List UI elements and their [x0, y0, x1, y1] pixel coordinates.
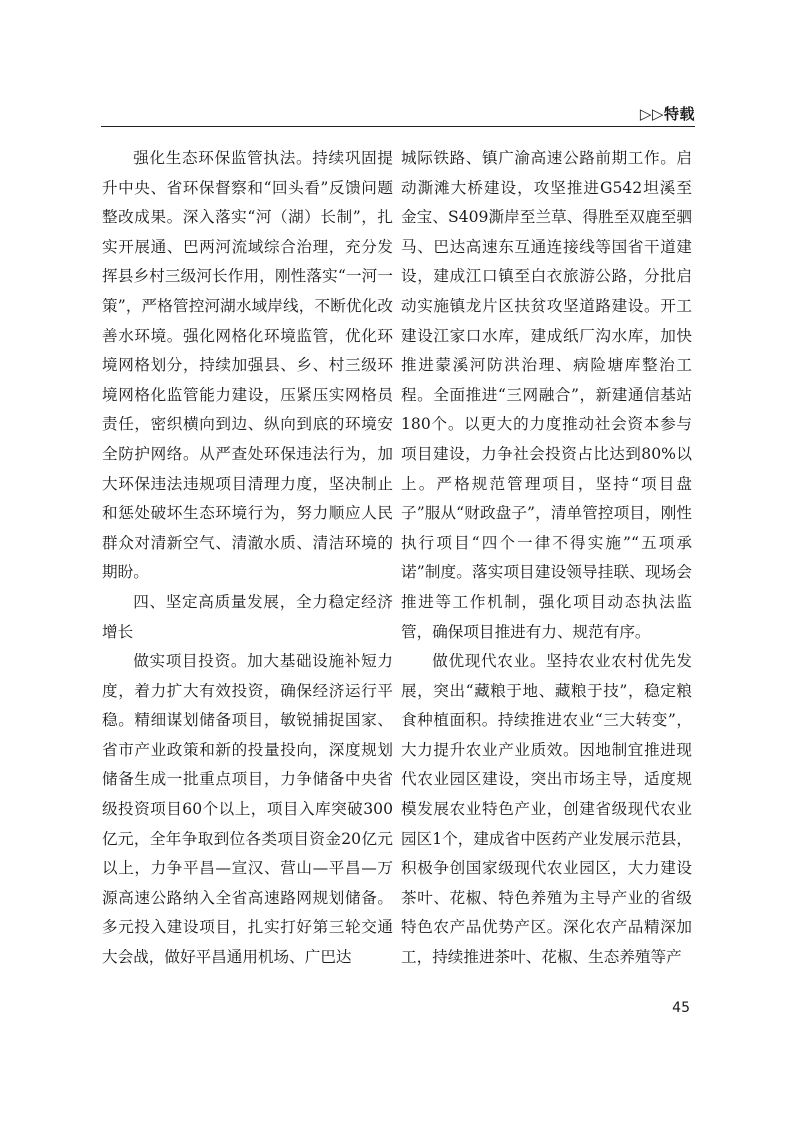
- left-column: [102, 144, 393, 973]
- paragraph-project-investment-cont: 城际铁路、镇广渝高速公路前期工作。启动澌滩大桥建设，攻坚推进G542坦溪至金宝、S409澌岸至兰草、得胜至双鹿至驷马、巴达高速东互通连接线等国省干道建设，建成江口镇至白衣旅游公路，分批启动实施镇龙片区扶贫攻坚道路建设。开工建设江家口水库，建成纸厂沟水库，加快推进蒙溪河防洪治理、病险塘库整治工程。全面推进“三网融合”，新建通信基站180个。以更大的力度推动社会资本参与项目建设，力争社会投资占比达到80%以上。严格规范管理项目，坚持“项目盘子”服从“财政盘子”，清单管控项目，刚性执行项目“四个一律不得实施”“五项承诺”制度。落实项目建设领导挂联、现场会推进等工作机制，强化项目动态执法监管，确保项目推进有力、规范有序。: [401, 149, 692, 641]
- right-column: [401, 144, 692, 973]
- paragraph-project-investment: 做实项目投资。加大基础设施补短力度，着力扩大有效投资，确保经济运行平稳。精细谋划储备项目，敏锐捕捉国家、省市产业政策和新的投量投向，深度规划储备生成一批重点项目，力争储备中央省级投资项目60个以上，项目入库突破300亿元，全年争取到位各类项目资金20亿元以上，力争平昌—宣汉、营山—平昌—万源高速公路纳入全省高速路网规划储备。多元投入建设项目，扎实打好第三轮交通大会战，做好平昌通用机场、广巴达: [102, 652, 393, 967]
- header-divider: [101, 126, 695, 127]
- page-number: 45: [672, 1000, 690, 1016]
- paragraph-ecology-enforcement: 强化生态环保监管执法。持续巩固提升中央、省环保督察和“回头看”反馈问题整改成果。深入落实“河（湖）长制”，扎实开展通、巴两河流域综合治理，充分发挥县乡村三级河长作用，刚性落实“一河一策”，严格管控河湖水域岸线，不断优化改善水环境。强化网格化环境监管，优化环境网格划分，持续加强县、乡、村三级环境网格化监管能力建设，压紧压实网格员责任，密织横向到边、纵向到底的环境安全防护网络。从严查处环保违法行为，加大环保违法违规项目清理力度，坚决制止和惩处破坏生态环境行为，努力顺应人民群众对清新空气、清澈水质、清洁环境的期盼。: [102, 149, 393, 582]
- section-heading-four: 四、坚定高质量发展，全力稳定经济增长: [102, 592, 393, 641]
- paragraph-modern-agriculture: 做优现代农业。坚持农业农村优先发展，突出“藏粮于地、藏粮于技”，稳定粮食种植面积。持续推进农业“三大转变”，大力提升农业产业质效。因地制宜推进现代农业园区建设，突出市场主导，适度规模发展农业特色产业，创建省级现代农业园区1个，建成省中医药产业发展示范县，积极争创国家级现代农业园区，大力建设茶叶、花椒、特色养殖为主导产业的省级特色农产品优势产区。深化农产品精深加工，持续推进茶叶、花椒、生态养殖等产: [401, 652, 692, 967]
- section-label: ▷▷特载: [639, 105, 695, 123]
